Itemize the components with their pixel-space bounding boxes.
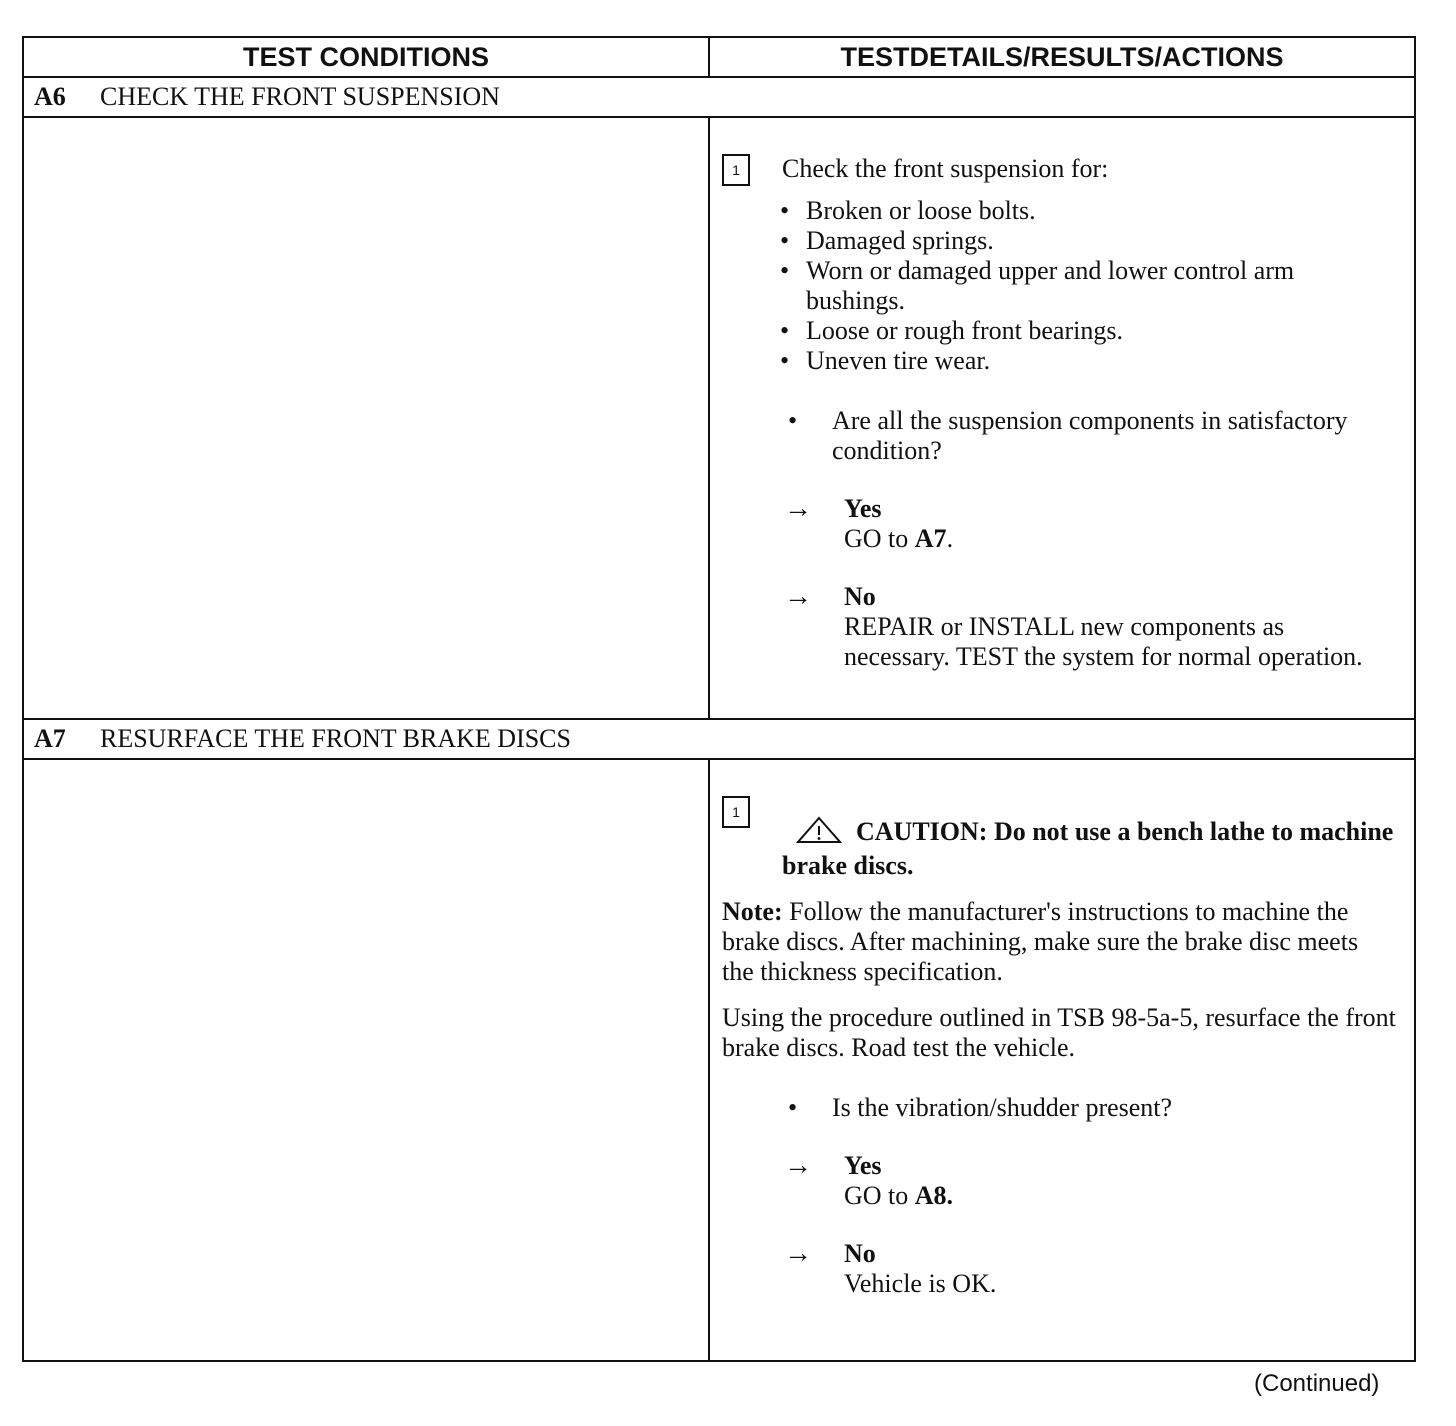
step-a7-heading-row (23, 719, 1415, 759)
step-a6-heading-row (23, 77, 1415, 117)
step-number-box: 1 (722, 796, 750, 828)
diagnostic-test-table (22, 36, 1414, 1362)
step-a6-body-row (23, 117, 1415, 719)
step-a6-conditions-cell (23, 117, 709, 719)
step-a6-id: A6 (34, 82, 66, 111)
bullet-icon: • (788, 1093, 798, 1122)
step-a7-question (788, 1093, 1396, 1123)
list-item: • Damaged springs. (780, 226, 1396, 256)
list-item: • Broken or loose bolts. (780, 196, 1396, 226)
note-text: Follow the manufacturer's instructions to machine the brake discs. After machining, make sure the brake disc meets the thickness specification. (722, 897, 1359, 986)
step-a6-checklist (780, 196, 1396, 376)
note-paragraph (722, 897, 1396, 987)
step-a6-substep (722, 154, 1396, 186)
step-a7-conditions-cell (23, 759, 709, 1361)
caution-text: CAUTION: Do not use a bench lathe to machine brake discs. (782, 817, 1394, 880)
yes-label: Yes (844, 494, 882, 523)
no-label: No (844, 582, 876, 611)
step-a6-no-branch (784, 582, 1396, 672)
step-number-box: 1 (722, 154, 750, 186)
yes-action (844, 524, 953, 554)
step-a7-heading (23, 719, 1415, 759)
caution-block (782, 816, 1396, 881)
bullet-icon: • (788, 406, 798, 435)
arrow-right-icon: → (784, 493, 812, 524)
step-a6-heading (23, 77, 1415, 117)
continued-note: (Continued) (1254, 1370, 1380, 1397)
header-test-details: TESTDETAILS/RESULTS/ACTIONS (709, 37, 1415, 77)
warning-triangle-icon (796, 816, 842, 851)
test-table (22, 36, 1416, 1362)
step-a7-question-text: Is the vibration/shudder present? (832, 1093, 1173, 1122)
yes-action-text: GO to (844, 524, 909, 553)
step-a6-question (788, 406, 1396, 466)
arrow-right-icon: → (784, 1150, 812, 1181)
no-action: Vehicle is OK. (844, 1269, 997, 1298)
list-item: • Uneven tire wear. (780, 346, 1396, 376)
step-a7-id: A7 (34, 724, 66, 753)
yes-label: Yes (844, 1151, 882, 1180)
no-action: REPAIR or INSTALL new components as necessary. TEST the system for normal operation. (844, 612, 1363, 671)
step-a7-body-row (23, 759, 1415, 1361)
step-a7-no-branch (784, 1239, 1396, 1299)
step-a7-details-cell (709, 759, 1415, 1361)
step-a7-substep (722, 796, 1396, 881)
header-test-conditions: TEST CONDITIONS (23, 37, 709, 77)
step-a6-question-text: Are all the suspension components in satisfactory condition? (832, 406, 1348, 465)
yes-action-punct: . (946, 524, 954, 553)
no-label: No (844, 1239, 876, 1268)
step-a6-yes-branch (784, 494, 1396, 554)
yes-action-target: A7 (914, 524, 947, 553)
arrow-right-icon: → (784, 581, 812, 612)
step-a6-details-cell (709, 117, 1415, 719)
table-header-row (23, 37, 1415, 77)
step-a7-yes-branch (784, 1151, 1396, 1211)
step-a7-title: RESURFACE THE FRONT BRAKE DISCS (100, 724, 571, 753)
list-item: • Worn or damaged upper and lower control arm bushings. (780, 256, 1396, 316)
arrow-right-icon: → (784, 1238, 812, 1269)
note-label: Note: (722, 897, 783, 926)
step-a6-title: CHECK THE FRONT SUSPENSION (100, 82, 500, 111)
procedure-paragraph: Using the procedure outlined in TSB 98-5a-5, resurface the front brake discs. Road test the vehicle. (722, 1003, 1396, 1062)
list-item: • Loose or rough front bearings. (780, 316, 1396, 346)
yes-action-text: GO to (844, 1181, 909, 1210)
step-a6-intro: Check the front suspension for: (782, 154, 1109, 183)
yes-action-target: A8. (914, 1181, 954, 1210)
yes-action (844, 1181, 953, 1211)
